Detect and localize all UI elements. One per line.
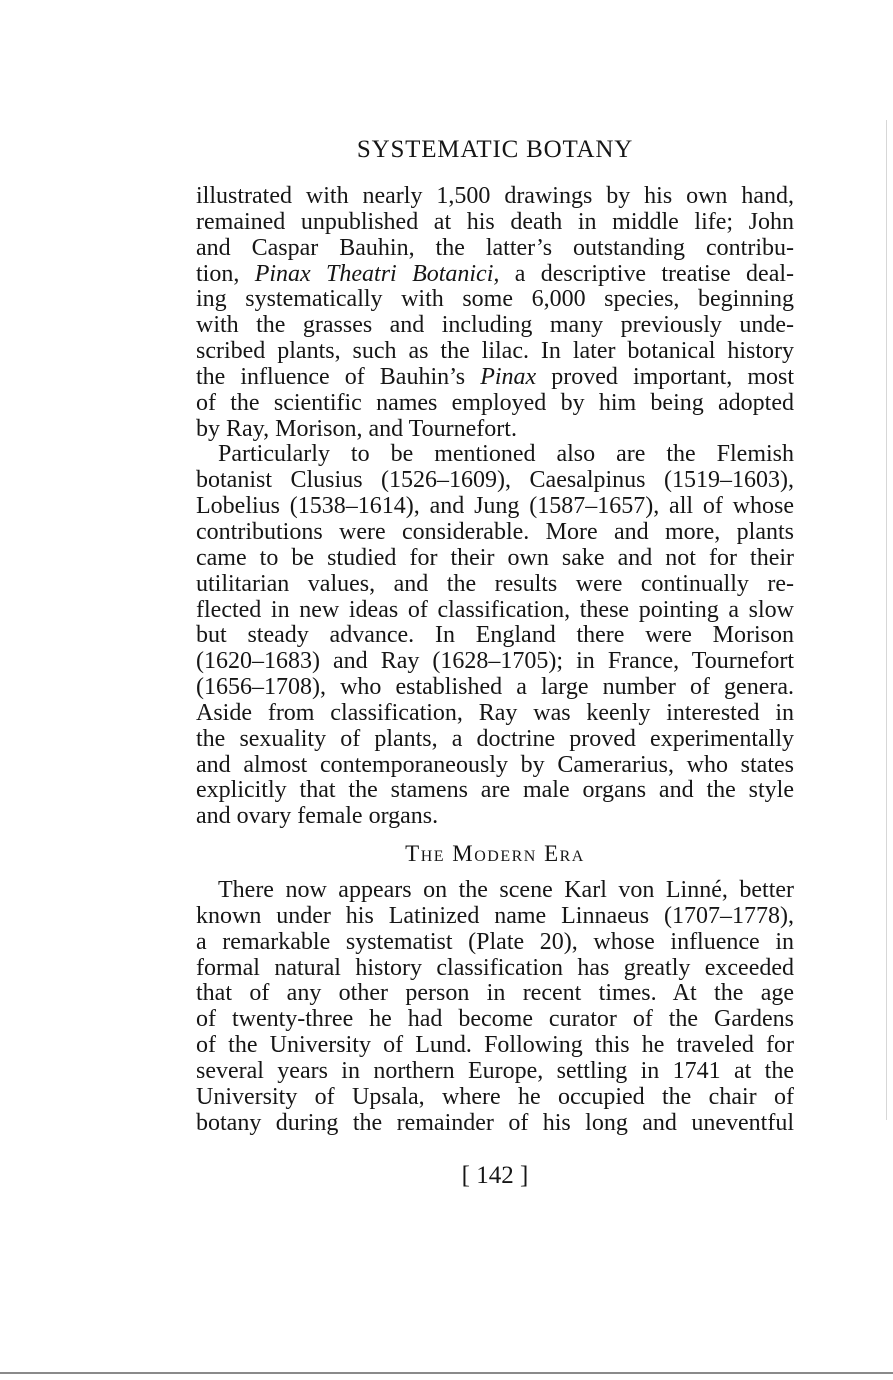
text-line: Lobelius (1538–1614), and Jung (1587–1657), all of whose <box>196 493 794 520</box>
text-line: came to be studied for their own sake and not for their <box>196 544 794 571</box>
text-line: of twenty-three he had become curator of the Gardens <box>196 1006 794 1033</box>
text-line: and almost contemporaneously by Camerarius, who states <box>196 751 794 778</box>
paragraph-1 <box>196 184 794 442</box>
text-line: illustrated with nearly 1,500 drawings by his own hand, <box>196 183 794 209</box>
text-line: flected in new ideas of classification, these pointing a slow <box>196 596 794 623</box>
text-line: utilitarian values, and the results were continually re- <box>196 570 794 597</box>
text-line: formal natural history classification has greatly exceeded <box>196 954 794 981</box>
book-title-italic: Pinax <box>480 363 537 390</box>
text-segment: a descriptive treatise deal- <box>499 260 795 287</box>
text-line: (1620–1683) and Ray (1628–1705); in France, Tournefort <box>196 648 794 675</box>
section-heading: The Modern Era <box>405 841 585 867</box>
text-line: There now appears on the scene Karl von Linné, better <box>218 877 794 904</box>
text-line: known under his Latinized name Linnaeus (1707–1778), <box>196 902 794 929</box>
text-line: contributions were considerable. More and more, plants <box>196 518 794 545</box>
text-line: the sexuality of plants, a doctrine proved experimentally <box>196 725 794 752</box>
text-line: Aside from classification, Ray was keenly interested in <box>196 699 794 726</box>
text-segment: the influence of Bauhin’s <box>196 363 481 390</box>
text-line: explicitly that the stamens are male organs and the style <box>196 777 794 804</box>
text-line: of the University of Lund. Following this he traveled for <box>196 1032 794 1059</box>
text-line: and Caspar Bauhin, the latter’s outstanding contribu- <box>196 234 794 261</box>
paragraph-2 <box>196 442 794 830</box>
page-edge-line <box>886 120 887 1120</box>
text-line: scribed plants, such as the lilac. In later botanical history <box>196 338 794 365</box>
text-segment: proved important, most <box>536 363 794 390</box>
text-line <box>196 262 794 288</box>
text-line: botany during the remainder of his long and uneventful <box>196 1109 794 1136</box>
scan-bottom-edge <box>0 1372 893 1374</box>
text-line: with the grasses and including many previously unde- <box>196 312 794 339</box>
text-line: University of Upsala, where he occupied the chair of <box>196 1083 794 1110</box>
text-line: (1656–1708), who established a large number of genera. <box>196 674 794 701</box>
running-head: SYSTEMATIC BOTANY <box>356 136 634 163</box>
text-line: ing systematically with some 6,000 species, beginning <box>196 286 794 313</box>
text-line: by Ray, Morison, and Tournefort. <box>196 415 517 442</box>
book-title-italic: Pinax Theatri Botanici, <box>254 260 500 287</box>
text-line: and ovary female organs. <box>196 803 439 830</box>
text-line: a remarkable systematist (Plate 20), whose influence in <box>196 928 794 955</box>
text-line: Particularly to be mentioned also are the Flemish <box>218 441 794 468</box>
text-line: that of any other person in recent times. At the age <box>196 980 794 1007</box>
text-line: several years in northern Europe, settling in 1741 at the <box>196 1058 794 1084</box>
paragraph-3 <box>196 878 794 1136</box>
text-line <box>196 365 794 391</box>
text-line: of the scientific names employed by him being adopted <box>196 389 794 416</box>
text-line: botanist Clusius (1526–1609), Caesalpinus (1519–1603), <box>196 467 794 494</box>
text-line: but steady advance. In England there were Morison <box>196 622 794 649</box>
page-number: [ 142 ] <box>461 1162 529 1189</box>
text-line: remained unpublished at his death in middle life; John <box>196 208 794 235</box>
body-text <box>196 184 794 1137</box>
text-segment: tion, <box>196 260 255 287</box>
